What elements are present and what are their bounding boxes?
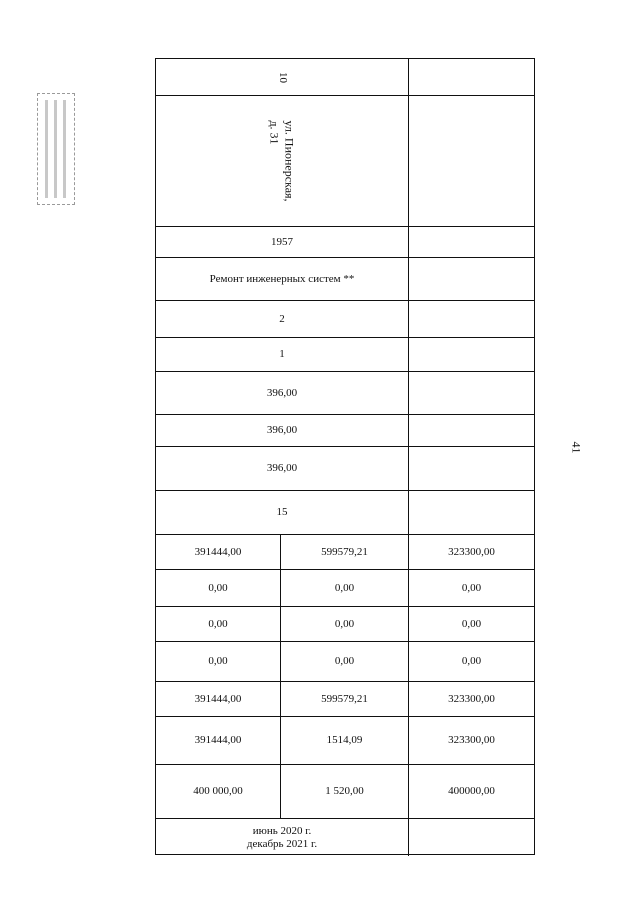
table-cell [409,96,534,226]
finance-value: 599579,21 [281,535,409,569]
table-row [156,491,534,535]
finance-value: 1 520,00 [281,765,409,818]
finance-value: 599579,21 [281,682,409,716]
residents-count: 15 [156,491,409,534]
table-row [156,607,534,642]
table-row [156,372,534,415]
finance-value: 0,00 [281,570,409,606]
data-table [155,58,535,855]
finance-value: 0,00 [156,607,281,641]
finance-value: 323300,00 [448,734,495,746]
table-row [156,96,534,227]
area-value: 396,00 [156,415,409,446]
table-cell [409,372,534,414]
table-row [156,301,534,338]
table-row [156,447,534,491]
table-row [156,415,534,447]
finance-value: 400 000,00 [156,765,281,818]
table-cell [409,301,534,337]
finance-value: 0,00 [461,581,482,594]
finance-value: 0,00 [461,617,482,630]
table-cell [409,59,534,95]
table-cell [156,59,409,95]
row-number: 10 [276,71,289,83]
finance-value: 323300,00 [448,545,495,558]
work-type: Ремонт инженерных систем ** [156,258,409,300]
finance-value: 0,00 [281,607,409,641]
table-row [156,765,534,819]
table-cell [156,96,409,226]
address-street: ул. Пионерская, [283,120,297,202]
period-start: июнь 2020 г. [252,824,312,837]
finance-value: 0,00 [281,642,409,681]
table-row [156,570,534,607]
finance-value: 0,00 [156,642,281,681]
table-cell [409,227,534,257]
area-total: 396,00 [156,372,409,414]
entrances-count: 1 [156,338,409,371]
finance-value: 1514,09 [281,717,409,764]
construction-year: 1957 [156,227,409,257]
address [267,120,297,201]
finance-value: 391444,00 [156,682,281,716]
finance-value: 391444,00 [156,535,281,569]
table-row [156,717,534,765]
period-end: декабрь 2021 г. [246,837,318,850]
finance-value: 391444,00 [156,717,281,764]
table-cell [409,447,534,490]
table-row [156,258,534,301]
table-row [156,338,534,372]
table-row [156,59,534,96]
floors-count: 2 [156,301,409,337]
work-period [156,819,409,856]
table-row [156,535,534,570]
table-cell [409,258,534,300]
address-house: д. 31 [268,120,282,145]
table-cell [409,819,534,856]
finance-value: 0,00 [156,570,281,606]
table-cell [409,491,534,534]
table-row [156,819,534,856]
table-row [156,227,534,258]
finance-value: 323300,00 [448,692,495,705]
table-cell [409,415,534,446]
table-row [156,682,534,717]
table-row [156,642,534,682]
finance-value: 0,00 [461,655,482,667]
stamp-mark [37,93,75,205]
page-number: 41 [569,441,584,454]
finance-value: 400000,00 [448,785,495,797]
area-value: 396,00 [156,447,409,490]
table-cell [409,338,534,371]
